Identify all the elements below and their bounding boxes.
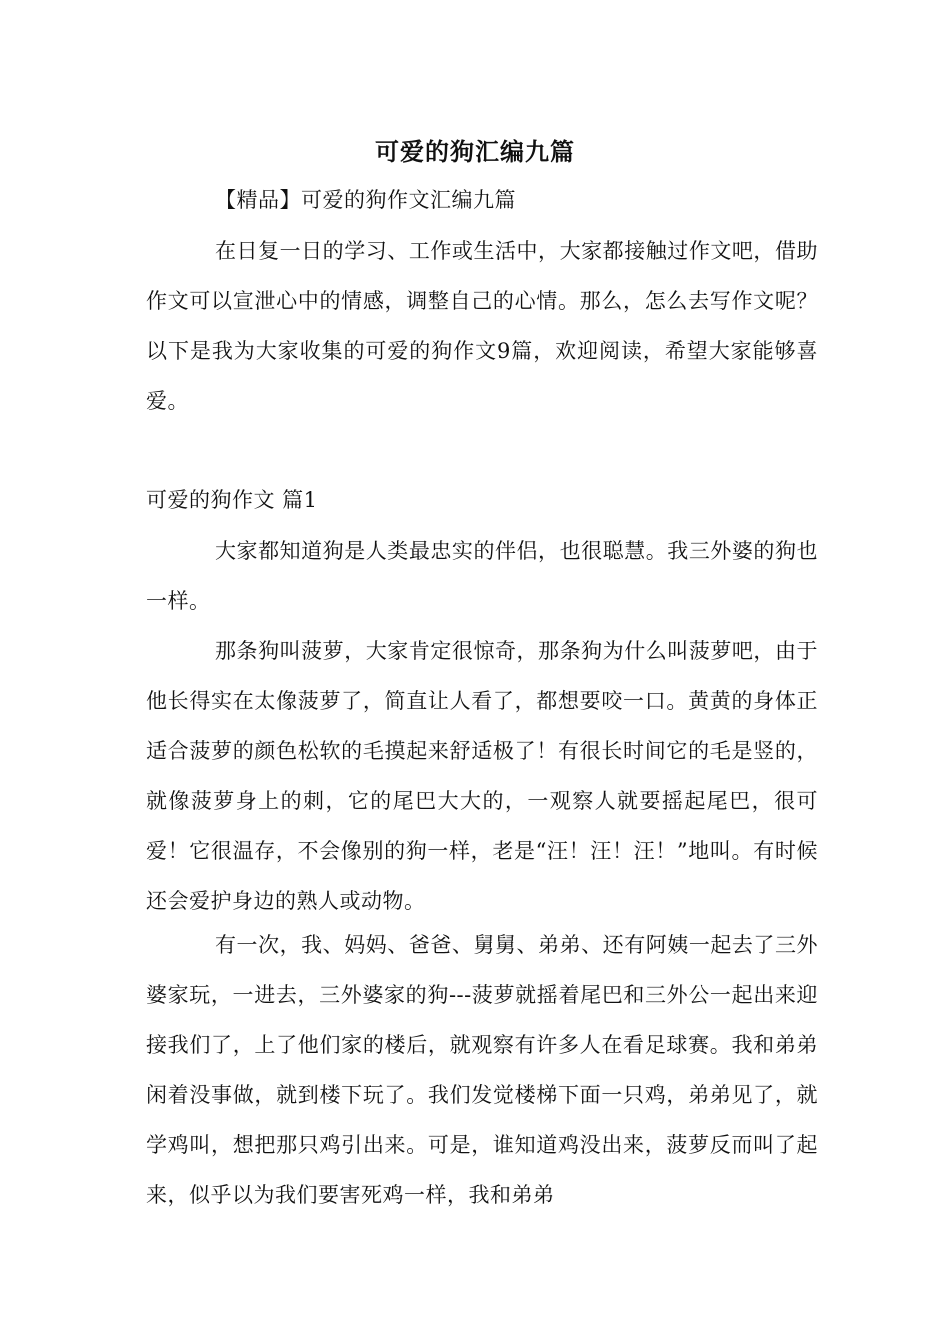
section-heading: 可爱的狗作文 篇1: [146, 488, 318, 512]
paragraph-2: 那条狗叫菠萝，大家肯定很惊奇，那条狗为什么叫菠萝吧，由于他长得实在太像菠萝了，简直让人看了，都想要咬一口。黄黄的身体正适合菠萝的颜色松软的毛摸起来舒适极了！有很长时间它的毛是竖的，就像菠萝身上的刺，它的尾巴大大的，一观察人就要摇起尾巴，很可爱！它很温存，不会像别的狗一样，老是“汪！汪！汪！”地叫。有时候还会爱护身边的熟人或动物。: [146, 639, 818, 913]
document-title: 可爱的狗汇编九篇: [375, 137, 575, 166]
paragraph-3: 有一次，我、妈妈、爸爸、舅舅、弟弟、还有阿姨一起去了三外婆家玩，一进去，三外婆家的狗---菠萝就摇着尾巴和三外公一起出来迎接我们了，上了他们家的楼后，就观察有许多人在看足球赛。我和弟弟闲着没事做，就到楼下玩了。我们发觉楼梯下面一只鸡，弟弟见了，就学鸡叫，想把那只鸡引出来。可是，谁知道鸡没出来，菠萝反而叫了起来，似乎以为我们要害死鸡一样，我和弟弟: [146, 933, 818, 1207]
intro-paragraph: 在日复一日的学习、工作或生活中，大家都接触过作文吧，借助作文可以宣泄心中的情感，调整自己的心情。那么，怎么去写作文呢？以下是我为大家收集的可爱的狗作文9篇，欢迎阅读，希望大家能够喜爱。: [146, 239, 818, 413]
document-subtitle: 【精品】可爱的狗作文汇编九篇: [215, 188, 516, 212]
paragraph-1: 大家都知道狗是人类最忠实的伴侣，也很聪慧。我三外婆的狗也一样。: [146, 539, 818, 613]
